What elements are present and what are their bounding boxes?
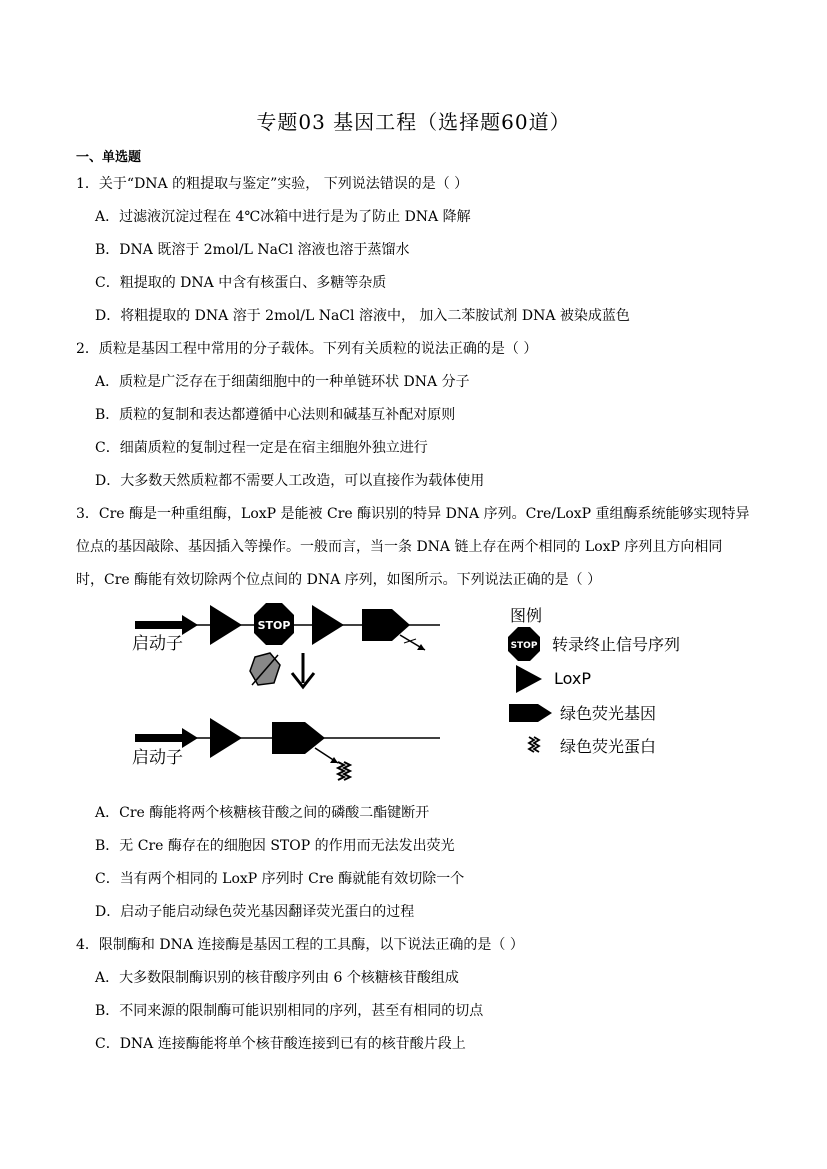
question-3-option-c: C．当有两个相同的 LoxP 序列时 Cre 酶就能有效切除一个 <box>95 871 465 887</box>
down-arrow-icon <box>292 653 314 687</box>
question-3-option-a: A．Cre 酶能将两个核糖核苷酸之间的磷酸二酯键断开 <box>95 805 430 821</box>
question-1-option-d: D．将粗提取的 DNA 溶于 2mol/L NaCl 溶液中， 加入二苯胺试剂 DNA 被染成蓝色 <box>95 308 630 324</box>
loxp-triangle-icon <box>312 605 344 645</box>
legend-protein-icon <box>529 737 539 752</box>
cre-loxp-diagram <box>120 595 720 795</box>
gfp-protein-icon <box>338 762 350 780</box>
question-4-option-c: C．DNA 连接酶能将单个核苷酸连接到已有的核苷酸片段上 <box>95 1036 466 1052</box>
section-heading: 一、单选题 <box>76 150 142 165</box>
legend-stop-icon <box>508 627 540 661</box>
protein-arrow-icon <box>315 748 338 763</box>
legend-loxp-icon <box>516 665 542 693</box>
question-4-stem: 4．限制酶和 DNA 连接酶是基因工程的工具酶，以下说法正确的是（ ） <box>76 937 524 953</box>
promoter-arrow-icon <box>135 728 198 748</box>
question-2-option-c: C．细菌质粒的复制过程一定是在宿主细胞外独立进行 <box>95 440 428 456</box>
loxp-triangle-icon <box>210 718 242 758</box>
page-title: 专题03 基因工程（选择题60道） <box>256 110 571 134</box>
question-3-stem-line-3: 时，Cre 酶能有效切除两个位点间的 DNA 序列，如图所示。下列说法正确的是（ ） <box>76 572 602 588</box>
stop-octagon-icon <box>254 603 294 645</box>
legend-title: 图例 <box>510 606 543 625</box>
question-1-option-a: A．过滤液沉淀过程在 4℃冰箱中进行是为了防止 DNA 降解 <box>95 209 471 225</box>
promoter-label-bottom: 启动子 <box>132 748 183 768</box>
question-2-stem: 2．质粒是基因工程中常用的分子载体。下列有关质粒的说法正确的是（ ） <box>76 341 538 357</box>
question-3-option-d: D．启动子能启动绿色荧光基因翻译荧光蛋白的过程 <box>95 904 415 920</box>
legend-stop-label: 转录终止信号序列 <box>552 635 681 654</box>
legend-gene-icon <box>509 704 552 722</box>
question-4-option-b: B．不同来源的限制酶可能识别相同的序列，甚至有相同的切点 <box>95 1003 484 1019</box>
question-3-option-b: B．无 Cre 酶存在的细胞因 STOP 的作用而无法发出荧光 <box>95 838 455 854</box>
question-1-stem: 1．关于“DNA 的粗提取与鉴定”实验， 下列说法错误的是（ ） <box>76 176 469 192</box>
cre-enzyme-icon <box>250 653 280 685</box>
svg-text:STOP: STOP <box>257 619 291 632</box>
promoter-label-top: 启动子 <box>132 634 183 654</box>
loxp-triangle-icon <box>210 605 242 645</box>
legend-loxp-label: LoxP <box>554 669 592 688</box>
promoter-arrow-icon <box>135 615 198 635</box>
question-2-option-b: B．质粒的复制和表达都遵循中心法则和碱基互补配对原则 <box>95 407 456 423</box>
svg-text:STOP: STOP <box>510 641 538 651</box>
question-1-option-c: C．粗提取的 DNA 中含有核蛋白、多糖等杂质 <box>95 275 387 291</box>
question-3-stem-line-1: 3．Cre 酶是一种重组酶，LoxP 是能被 Cre 酶识别的特异 DNA 序列。Cre/LoxP 重组酶系统能够实现特异 <box>76 506 750 522</box>
question-3-stem-line-2: 位点的基因敲除、基因插入等操作。一般而言，当一条 DNA 链上存在两个相同的 LoxP 序列且方向相同 <box>76 539 723 555</box>
question-2-option-a: A．质粒是广泛存在于细菌细胞中的一种单链环状 DNA 分子 <box>95 374 470 390</box>
question-2-option-d: D．大多数天然质粒都不需要人工改造，可以直接作为载体使用 <box>95 473 485 489</box>
question-4-option-a: A．大多数限制酶识别的核苷酸序列由 6 个核糖核苷酸组成 <box>95 970 459 986</box>
legend-protein-label: 绿色荧光蛋白 <box>560 737 657 756</box>
legend-gene-label: 绿色荧光基因 <box>560 704 657 723</box>
question-1-option-b: B．DNA 既溶于 2mol/L NaCl 溶液也溶于蒸馏水 <box>95 242 410 258</box>
no-protein-arrow-icon <box>400 635 425 650</box>
